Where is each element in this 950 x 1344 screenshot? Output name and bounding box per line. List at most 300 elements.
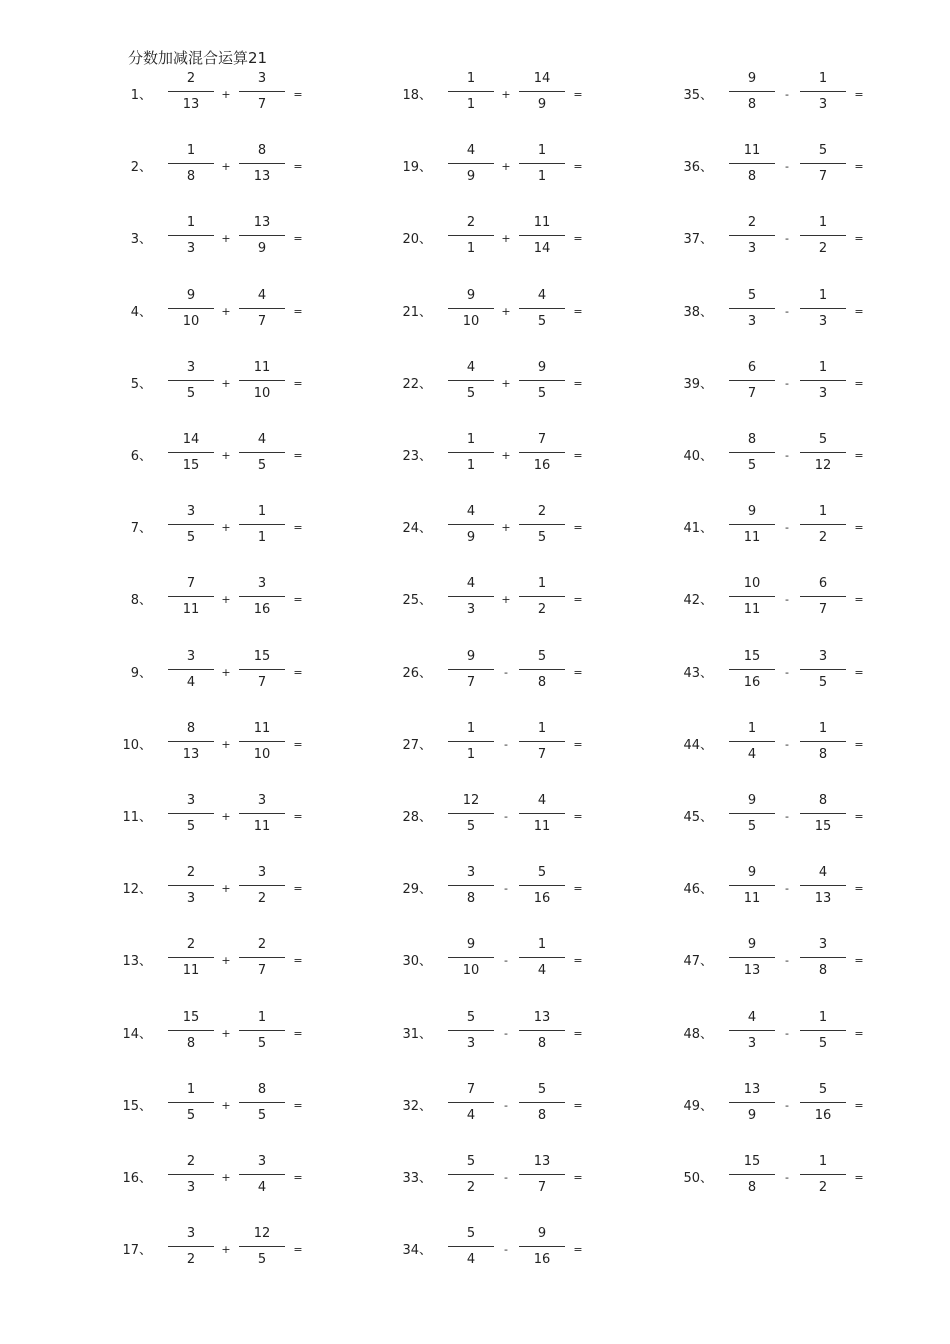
denominator: 11 [533,819,551,834]
fraction-a [168,210,214,270]
fraction-bar [729,1174,775,1175]
denominator: 5 [257,1035,267,1051]
equals-sign: = [573,88,583,101]
problem-11 [116,788,376,848]
fraction-bar [519,1102,565,1103]
fraction-a [448,716,494,776]
problem-number: 4、 [130,304,152,320]
problem-number: 1、 [130,88,152,103]
fraction-a [168,1005,214,1065]
fraction-bar [448,596,494,597]
fraction-a [448,644,494,704]
numerator: 2 [466,215,476,231]
fraction-bar [519,308,565,309]
problem-number: 47、 [683,954,713,970]
numerator: 13 [533,1154,551,1169]
problem-37 [677,210,937,270]
fraction-b [800,355,846,415]
fraction-b [239,1005,285,1065]
problem-6 [116,427,376,487]
numerator: 1 [466,432,476,447]
fraction-bar [448,308,494,309]
numerator: 3 [257,1154,267,1169]
fraction-bar [729,308,775,309]
denominator: 13 [182,97,200,112]
problem-31 [396,1005,656,1065]
equals-sign: = [573,160,583,174]
numerator: 1 [186,215,196,231]
denominator: 7 [257,963,267,979]
problem-24 [396,499,656,559]
operator: - [785,160,789,174]
problem-number: 36、 [683,160,713,176]
problem-13 [116,932,376,992]
denominator: 4 [257,1180,267,1195]
problem-32 [396,1077,656,1137]
equals-sign: = [573,376,583,390]
numerator: 4 [818,865,828,881]
operator: - [504,810,508,823]
denominator: 5 [466,819,476,834]
denominator: 7 [257,97,267,112]
denominator: 3 [186,241,196,257]
problem-number: 48、 [683,1026,713,1042]
problem-number: 28、 [402,810,432,825]
numerator: 9 [466,287,476,303]
denominator: 2 [466,1180,476,1195]
problem-number: 39、 [683,376,713,392]
fraction-b [239,860,285,920]
problem-42 [677,571,937,631]
fraction-a [448,283,494,343]
fraction-a [729,138,775,198]
fraction-bar [800,885,846,886]
fraction-bar [448,1246,494,1247]
problem-number: 9、 [130,665,152,681]
fraction-bar [239,524,285,525]
operator: - [785,1171,789,1184]
equals-sign: = [293,88,303,101]
fraction-b [239,210,285,270]
numerator: 3 [818,937,828,953]
equals-sign: = [573,810,583,823]
fraction-b [239,427,285,487]
fraction-a [168,644,214,704]
fraction-bar [168,235,214,236]
numerator: 8 [818,793,828,808]
fraction-bar [800,452,846,453]
fraction-bar [239,163,285,164]
problem-number: 32、 [402,1098,432,1114]
numerator: 5 [818,1081,828,1097]
operator: - [785,810,789,823]
numerator: 4 [257,287,267,303]
fraction-a [448,1149,494,1209]
problem-19 [396,138,656,198]
numerator: 1 [818,504,828,520]
denominator: 8 [818,746,828,762]
fraction-a [448,210,494,270]
problem-number: 10、 [122,737,152,753]
problem-28 [396,788,656,848]
problem-number: 40、 [683,449,713,464]
problem-number: 13、 [122,954,152,970]
problem-number: 34、 [402,1243,432,1259]
fraction-bar [800,741,846,742]
denominator: 14 [533,241,551,257]
numerator: 13 [743,1081,761,1097]
numerator: 5 [466,1009,476,1025]
numerator: 9 [466,937,476,953]
problem-45 [677,788,937,848]
numerator: 15 [182,1009,200,1025]
fraction-b [239,283,285,343]
fraction-a [729,571,775,631]
problem-18 [396,66,656,126]
fraction-b [519,66,565,126]
fraction-b [519,860,565,920]
denominator: 8 [537,674,547,690]
problem-number: 41、 [683,521,713,537]
fraction-a [729,860,775,920]
fraction-b [519,1221,565,1281]
numerator: 9 [537,359,547,375]
denominator: 3 [818,385,828,401]
denominator: 5 [466,385,476,401]
numerator: 10 [743,576,761,592]
denominator: 5 [257,1252,267,1268]
denominator: 8 [747,97,757,112]
denominator: 5 [186,1107,196,1123]
fraction-a [448,427,494,487]
equals-sign: = [293,232,303,246]
equals-sign: = [854,521,864,535]
operator: - [504,1098,508,1112]
fraction-bar [448,524,494,525]
fraction-a [168,860,214,920]
operator: - [785,1026,789,1040]
problem-number: 26、 [402,665,432,681]
denominator: 10 [253,385,271,401]
fraction-bar [168,885,214,886]
numerator: 11 [253,359,271,375]
equals-sign: = [573,1171,583,1184]
equals-sign: = [293,160,303,174]
problem-9 [116,644,376,704]
problem-44 [677,716,937,776]
numerator: 9 [186,287,196,303]
denominator: 8 [537,1107,547,1123]
operator: + [501,88,511,101]
problem-50 [677,1149,937,1209]
fraction-bar [239,1030,285,1031]
fraction-bar [168,452,214,453]
problem-5 [116,355,376,415]
problem-40 [677,427,937,487]
denominator: 8 [747,169,757,185]
operator: - [785,521,789,535]
equals-sign: = [293,521,303,535]
numerator: 9 [466,648,476,664]
fraction-b [239,1077,285,1137]
denominator: 4 [537,963,547,979]
numerator: 14 [533,71,551,86]
fraction-bar [729,741,775,742]
operator: + [221,1171,231,1184]
fraction-a [729,66,775,126]
numerator: 12 [253,1226,271,1242]
numerator: 2 [747,215,757,231]
fraction-bar [239,452,285,453]
equals-sign: = [854,1098,864,1112]
fraction-a [729,499,775,559]
fraction-a [168,499,214,559]
fraction-b [519,1005,565,1065]
equals-sign: = [854,449,864,462]
denominator: 10 [253,746,271,762]
numerator: 2 [186,865,196,881]
fraction-b [800,138,846,198]
fraction-bar [519,741,565,742]
denominator: 7 [257,674,267,690]
operator: + [221,376,231,390]
problem-number: 27、 [402,737,432,753]
denominator: 3 [818,97,828,112]
fraction-b [800,66,846,126]
problem-27 [396,716,656,776]
fraction-bar [800,380,846,381]
numerator: 13 [253,215,271,231]
numerator: 1 [186,143,196,159]
denominator: 10 [182,313,200,329]
denominator: 3 [466,602,476,618]
numerator: 2 [186,71,196,86]
numerator: 3 [818,648,828,664]
numerator: 1 [186,1081,196,1097]
fraction-b [519,932,565,992]
fraction-b [519,571,565,631]
numerator: 14 [182,432,200,447]
problem-number: 44、 [683,737,713,753]
fraction-bar [519,596,565,597]
equals-sign: = [293,882,303,896]
fraction-b [519,716,565,776]
operator: + [501,376,511,390]
problem-25 [396,571,656,631]
equals-sign: = [573,521,583,535]
problem-12 [116,860,376,920]
fraction-a [448,66,494,126]
fraction-b [800,1149,846,1209]
equals-sign: = [573,1026,583,1040]
operator: - [785,449,789,462]
problem-10 [116,716,376,776]
fraction-bar [729,957,775,958]
denominator: 5 [186,385,196,401]
fraction-b [239,1149,285,1209]
denominator: 8 [186,169,196,185]
numerator: 5 [537,648,547,664]
fraction-a [168,355,214,415]
numerator: 5 [537,865,547,881]
operator: - [785,882,789,896]
operator: + [221,232,231,246]
fraction-bar [519,235,565,236]
denominator: 5 [186,530,196,546]
fraction-bar [448,452,494,453]
numerator: 4 [537,287,547,303]
denominator: 2 [257,891,267,907]
denominator: 9 [257,241,267,257]
problem-number: 50、 [683,1171,713,1186]
denominator: 2 [818,1180,828,1195]
equals-sign: = [293,1098,303,1112]
problem-number: 46、 [683,882,713,898]
equals-sign: = [854,810,864,823]
numerator: 4 [747,1009,757,1025]
fraction-bar [800,669,846,670]
denominator: 3 [186,891,196,907]
problem-23 [396,427,656,487]
numerator: 8 [257,143,267,159]
operator: + [221,665,231,679]
problem-number: 43、 [683,665,713,681]
fraction-b [800,427,846,487]
operator: - [785,304,789,318]
fraction-bar [729,524,775,525]
numerator: 4 [537,793,547,808]
fraction-bar [448,1174,494,1175]
numerator: 15 [253,648,271,664]
denominator: 16 [253,602,271,618]
problem-38 [677,283,937,343]
operator: + [221,737,231,751]
denominator: 11 [182,963,200,979]
fraction-b [800,210,846,270]
problem-number: 38、 [683,304,713,320]
problem-1 [116,66,376,126]
numerator: 7 [537,432,547,447]
fraction-b [519,1149,565,1209]
fraction-a [729,1005,775,1065]
problem-number: 12、 [122,882,152,898]
denominator: 5 [186,819,196,834]
denominator: 3 [818,313,828,329]
numerator: 15 [743,648,761,664]
equals-sign: = [854,954,864,968]
problem-number: 33、 [402,1171,432,1186]
fraction-bar [519,1246,565,1247]
fraction-bar [800,1030,846,1031]
fraction-bar [168,163,214,164]
fraction-bar [168,596,214,597]
problem-34 [396,1221,656,1281]
fraction-bar [448,741,494,742]
denominator: 9 [537,97,547,112]
numerator: 11 [743,143,761,159]
denominator: 15 [814,819,832,834]
problem-number: 2、 [130,160,152,176]
fraction-bar [729,1102,775,1103]
numerator: 1 [818,71,828,86]
fraction-bar [729,813,775,814]
fraction-b [239,716,285,776]
equals-sign: = [293,810,303,823]
fraction-bar [729,1030,775,1031]
fraction-bar [168,669,214,670]
fraction-bar [239,1102,285,1103]
problem-16 [116,1149,376,1209]
numerator: 1 [537,937,547,953]
numerator: 2 [257,937,267,953]
problem-48 [677,1005,937,1065]
equals-sign: = [854,1171,864,1184]
fraction-bar [239,885,285,886]
equals-sign: = [293,665,303,679]
equals-sign: = [293,1243,303,1257]
operator: - [785,665,789,679]
operator: - [785,737,789,751]
numerator: 3 [186,793,196,808]
problem-number: 24、 [402,521,432,537]
numerator: 9 [747,71,757,86]
numerator: 4 [466,143,476,159]
denominator: 16 [533,458,551,473]
denominator: 11 [743,602,761,618]
fraction-bar [800,596,846,597]
denominator: 2 [818,530,828,546]
denominator: 5 [747,819,757,834]
denominator: 8 [466,891,476,907]
equals-sign: = [573,593,583,607]
denominator: 7 [818,169,828,185]
fraction-bar [448,163,494,164]
problem-17 [116,1221,376,1281]
equals-sign: = [573,665,583,679]
denominator: 13 [253,169,271,185]
fraction-bar [448,669,494,670]
fraction-a [729,1149,775,1209]
operator: - [504,954,508,968]
problem-47 [677,932,937,992]
fraction-b [239,571,285,631]
fraction-b [800,716,846,776]
problem-number: 14、 [122,1026,152,1042]
numerator: 7 [186,576,196,592]
denominator: 5 [537,385,547,401]
operator: + [221,1243,231,1257]
denominator: 9 [466,530,476,546]
fraction-bar [729,885,775,886]
problem-number: 5、 [130,376,152,392]
problem-number: 37、 [683,232,713,248]
fraction-a [729,283,775,343]
denominator: 16 [533,891,551,907]
fraction-b [800,860,846,920]
fraction-bar [239,91,285,92]
problem-number: 3、 [130,232,152,248]
fraction-a [168,1077,214,1137]
operator: + [221,160,231,174]
equals-sign: = [573,737,583,751]
numerator: 3 [466,865,476,881]
problem-2 [116,138,376,198]
fraction-bar [168,957,214,958]
fraction-b [239,932,285,992]
fraction-bar [729,235,775,236]
denominator: 7 [818,602,828,618]
fraction-bar [168,91,214,92]
